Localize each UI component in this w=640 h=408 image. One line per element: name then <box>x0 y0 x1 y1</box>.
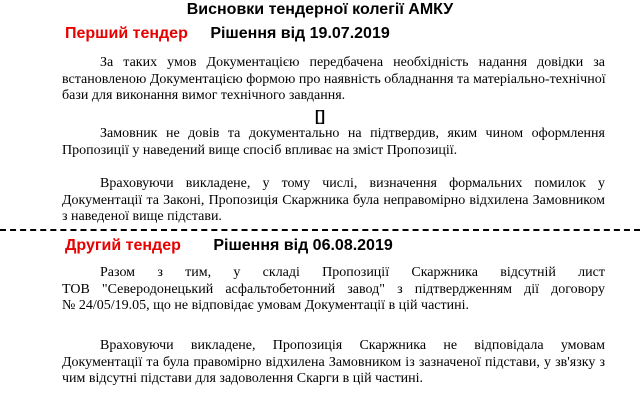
text-line: Замовник не довів та документально на підтвердив, яким чином оформлення <box>100 126 605 141</box>
second-tender-paragraph-2 <box>62 338 605 388</box>
second-tender-heading <box>65 236 393 256</box>
second-tender-label: Другий тендер <box>65 237 181 254</box>
text-line: встановленою Документацією формою про наявність обладнання та матеріально-технічної <box>62 71 606 87</box>
text-line: ТОВ "Северодонецький асфальтобетонний завод" з підтвердженням дії договору <box>62 281 605 297</box>
text-line: бази для виконання вимог технічного завдання. <box>62 88 346 103</box>
page-title: Висновки тендерної колегії АМКУ <box>186 1 454 18</box>
text-line: За таких умов Документацією передбачена необхідність надання довідки за <box>100 55 605 70</box>
first-tender-paragraph-2 <box>62 126 605 159</box>
text-line: № 24/05/19.05, що не відповідає умовам Документації в цій частині. <box>62 298 470 313</box>
second-decision-date: Рішення від 06.08.2019 <box>213 237 393 254</box>
text-line: Документації та була правомірно відхилена Замовником із зазначеної підстави, у зв'язку з <box>62 354 605 370</box>
first-tender-label: Перший тендер <box>65 25 188 42</box>
first-tender-paragraph-3 <box>62 176 605 226</box>
text-line: чим відсутні підстави для задоволення Скарги в цій частині. <box>62 371 424 386</box>
text-line: Пропозиції у наведений вище спосіб впливає на зміст Пропозиції. <box>62 142 458 158</box>
text-line: Разом з тим, у складі Пропозиції Скаржника відсутній лист <box>100 265 605 280</box>
text-line: Документації та Законі, Пропозиція Скаржника була неправомірно відхилена Замовником <box>62 192 605 208</box>
second-tender-paragraph-1 <box>62 265 605 315</box>
section-divider <box>0 229 640 231</box>
first-tender-paragraph-1 <box>62 55 605 105</box>
first-tender-heading <box>65 24 390 44</box>
omission-bracket: [] <box>315 108 325 125</box>
text-line: Враховуючи викладене, у тому числі, визначення формальних помилок у <box>100 176 605 191</box>
text-line: Враховуючи викладене, Пропозиція Скаржника не відповідала умовам <box>100 338 605 353</box>
text-line: з наведеної вище підстави. <box>62 209 222 224</box>
first-decision-date: Рішення від 19.07.2019 <box>210 25 390 42</box>
